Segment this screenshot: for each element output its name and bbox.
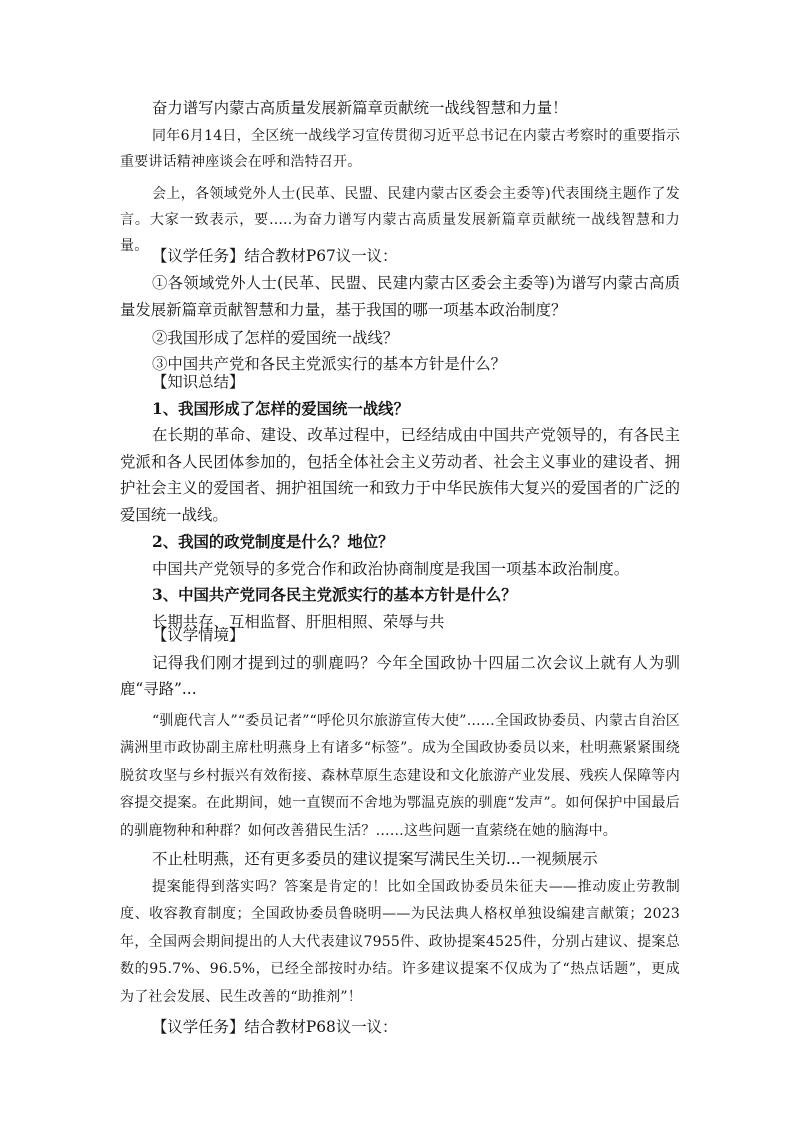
question-one: ①各领域党外人士(民革、民盟、民建内蒙古区委会主委等)为谱写内蒙古高质量发展新篇章贡献智慧和力量，基于我国的哪一项基本政治制度？ <box>120 273 680 319</box>
task-one-section <box>120 244 680 377</box>
situation-reindeer-intro: 记得我们刚才提到过的驯鹿吗？今年全国政协十四届二次会议上就有人为驯鹿“寻路”... <box>120 653 680 698</box>
summary-question-three: 3、中国共产党同各民主党派实行的基本方针是什么？ <box>152 586 517 605</box>
summary-answer-two: 中国共产党领导的多党合作和政治协商制度是我国一项基本政治制度。 <box>152 559 630 578</box>
summary-heading: 【知识总结】 <box>152 373 245 391</box>
situation-section <box>120 623 680 1040</box>
question-three: ③中国共产党和各民主党派实行的基本方针是什么？ <box>152 355 506 374</box>
summary-answer-one: 在长期的革命、建设、改革过程中，已经结成由中国共产党领导的，有各民主党派和各人民团体参加的，包括全体社会主义劳动者、社会主义事业的建设者、拥护社会主义的爱国者、拥护祖国统一和致力于中华民族伟大复兴的爱国者的广泛的爱国统一战线。 <box>120 426 680 524</box>
intro-section <box>120 96 680 259</box>
knowledge-summary-section <box>120 370 680 635</box>
situation-proposals: 提案能得到落实吗？答案是肯定的！比如全国政协委员朱征夫——推动废止劳教制度、收容教育制度；全国政协委员鲁晓明——为民法典人格权单独设编建言献策；2023年，全国两会期间提出的人大代表建议7955件、政协提案4525件，分别占建议、提案总数的95.7%、96.5%，已经全部按时办结。许多建议提案不仅成为了“热点话题”，更成为了社会发展、民生改善的“助推剂”！ <box>120 878 680 1005</box>
task-one-heading: 【议学任务】结合教材P67议一议： <box>152 247 398 265</box>
situation-heading: 【议学情境】 <box>152 626 245 644</box>
summary-answer-three: 长期共存、互相监督、肝胆相照、荣辱与共 <box>152 612 445 631</box>
question-two: ②我国形成了怎样的爱国统一战线？ <box>152 328 399 347</box>
summary-question-one: 1、我国形成了怎样的爱国统一战线？ <box>152 399 409 418</box>
situation-video: 不止杜明燕，还有更多委员的建议提案写满民生关切...一视频展示 <box>152 850 598 869</box>
title-line: 奋力谱写内蒙古高质量发展新篇章贡献统一战线智慧和力量！ <box>152 99 568 117</box>
task-two-heading: 【议学任务】结合教材P68议一议： <box>152 1018 398 1037</box>
paragraph-meeting-speeches: 会上，各领域党外人士(民革、民盟、民建内蒙古区委会主委等)代表围绕主题作了发言。大家一致表示，要.....为奋力谱写内蒙古高质量发展新篇章贡献统一战线智慧和力量。 <box>120 185 680 254</box>
summary-question-two: 2、我国的政党制度是什么？地位？ <box>152 533 394 552</box>
paragraph-meeting-date: 同年6月14日，全区统一战线学习宣传贯彻习近平总书记在内蒙古考察时的重要指示重要讲话精神座谈会在呼和浩特召开。 <box>120 127 680 170</box>
situation-du-mingyan: “驯鹿代言人”“委员记者”“呼伦贝尔旅游宣传大使”……全国政协委员、内蒙古自治区满洲里市政协副主席杜明燕身上有诸多“标签”。成为全国政协委员以来，杜明燕紧紧围绕脱贫攻坚与乡村振兴有效衔接、森林草原生态建设和文化旅游产业发展、残疾人保障等内容提交提案。在此期间，她一直锲而不舍地为鄂温克族的驯鹿“发声”。如何保护中国最后的驯鹿物种和种群？如何改善猎民生活？……这些问题一直萦绕在她的脑海中。 <box>120 712 680 839</box>
